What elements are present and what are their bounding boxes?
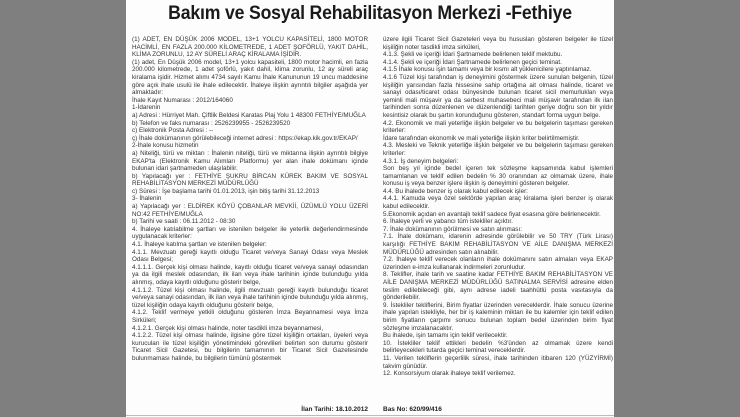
paragraph: İhale Kayıt Numarası : 2012/164060 — [132, 96, 233, 104]
paragraph: 7.2. İhaleye teklif verecek olanların ihale dokümanını satın almaları veya EKAP üzerinden e-imza kullanarak indirmeleri zorunludur. — [383, 256, 613, 271]
paragraph: 4.1.2.1. Gerçek kişi olması halinde, noter tasdikli imza beyannamesi, — [132, 324, 324, 332]
left-column — [132, 36, 368, 363]
paragraph: 4.1.1.1. Gerçek kişi olması halinde, kayıtlı olduğu ticaret ve/veya sanayi odasından ya da ilgili meslek odasından, ilk ilan veya ihale tarihinin içinde bulunduğu yılda alınmış, odaya kayıtlı olduğunu gösterir belge, — [132, 263, 368, 286]
paragraph: 4.1.2. Teklif vermeye yetkili olduğunu gösteren İmza Beyannamesi veya İmza Sirküleri; — [132, 309, 368, 324]
paragraph: 9. İstekliler tekliflerini, Birim fiyatlar üzerinden vereceklerdir. İhale sonucu üzerine ihale yapılan istekliyle, her bir iş kaleminin miktarı ile bu kalemler için teklif edilen birim fiyatların çarpımı sonucu bulunan toplam bedel üzerinden birim fiyat sözleşme imzalanacaktır. — [383, 301, 613, 332]
paragraph: a) Yapılacağı yer : ELDİREK KÖYÜ ÇOBANLAR MEVKİİ, ÜZÜMLÜ YOLU ÜZERİ NO:42 FETHİYE/MUĞLA — [132, 203, 368, 218]
paragraph: (1) ADET, EN DÜŞÜK 2006 MODEL, 13+1 YOLCU KAPASİTELİ, 1800 MOTOR HACİMLİ, EN FAZLA 200.000 KİLOMETREDE, 1 ADET ŞOFÖRLÜ, YAKIT DAHİL, KLİMA ZORUNLU, 12 AY SÜRELİ ARAÇ KİRALAMA İŞİDİR. — [132, 36, 368, 59]
paragraph: 3- İhalenin — [132, 195, 162, 203]
paragraph: 12. Konsorsiyum olarak ihaleye teklif verilemez. — [383, 370, 516, 378]
paragraph: 7.1. İhale dokümanı, idarenin adresinde görülebilir ve 50 TRY (Türk Lirası) karşılığı FETHİYE BAKIM REHABİLİTASYON VE AİLE DANIŞMA MERKEZİ MÜDÜRLÜĞÜ adresinden satın alınabilir. — [383, 233, 613, 256]
bottom-rule — [126, 415, 614, 416]
paragraph: a) Adresi : Hürriyet Mah. Çiftlik Beldesi Karatas Plaj Yolu 1 48300 FETHİYE/MUĞLA — [132, 111, 366, 119]
paragraph: 4.4.1. Kamuda veya özel sektörde yapılan araç kiralama işleri benzer iş olarak kabul edilecektir. — [383, 195, 613, 211]
paragraph: 4.3. Mesleki ve Teknik yeterliğe ilişkin belgeler ve bu belgelerin taşıması gereken kriterler: — [383, 142, 613, 157]
paragraph: 11. Verilen tekliflerin geçerlilik süresi, ihale tarihinden itibaren 120 (YÜZYİRMİ) takvim günüdür. — [383, 354, 613, 370]
paragraph: 2-İhale konusu hizmetin — [132, 142, 199, 150]
paragraph: İdare tarafından ekonomik ve mali yeterliğe ilişkin kriter belirtilmemiştir. — [383, 134, 580, 142]
paragraph: b) Tarihi ve saati : 06.11.2012 - 08:30 — [132, 218, 236, 226]
paragraph: üzere ilgili Ticaret Sicil Gazeteleri veya bu hususları gösteren belgeler ile tüzel kişiliğin noter tasdikli imza sirküleri, — [383, 36, 613, 51]
paragraph: Bu ihalede, işin tamamı için teklif verilecektir. — [383, 332, 508, 340]
ilan-tarihi: İlan Tarihi: 18.10.2012 — [301, 406, 368, 413]
paragraph: 5.Ekonomik açıdan en avantajlı teklif sadece fiyat esasına göre belirlenecektir. — [383, 210, 601, 218]
paragraph: 4.1.4. Şekli ve içeriği İdari Şartnamede belirlenen geçici teminat. — [383, 58, 562, 66]
paragraph: 4.2. Ekonomik ve mali yeterliğe ilişkin belgeler ve bu belgelerin taşıması gereken kriterler: — [383, 119, 613, 135]
paragraph: 4.1.2.2. Tüzel kişi olması halinde, ilgisine göre tüzel kişiliğin ortakları, üyeleri veya kurucuları ile tüzel kişiliğin yönetimindeki görevlileri belirten son durumu gösterir Ticaret Sicil Gazetesi, bu bilgilerin tamamının bir Ticaret Sicil Gazetesinde bulunmaması halinde, bu bilgilerin tümünü göstermek — [132, 332, 368, 362]
paragraph: 4.1.6 Tüzel kişi tarafından iş deneyimini göstermek üzere sunulan belgenin, tüzel kişiliğin yarısından fazla hissesine sahip ortağına ait olması halinde, ticaret ve sanayi odası/ticaret odası bünyesinde bulunan ticaret sicil memurluklan veya yeminli mali müşavir ya da serbest muhasebeci mali müşavir tarafından ilk ilan tarihinden sonra düzenlenen ve düzenlendiği tarihten geriye doğru son bir yıldır kesintisiz olarak bu şartın korunduğunu gösteren, standart forma uygun belge. — [383, 73, 613, 119]
paragraph: 4.4. Bu ihalede benzer iş olarak kabul edilecek işler: — [383, 187, 528, 195]
paragraph: (1) adet, En Düşük 2006 model, 13+1 yolcu kapasiteli, 1800 motor hacimli, en fazla 200.000 kilometrede, 1 adet şoförlü, yakıt dahil, klima zorunlu, 12 ay süreli araç kiralama işidir. Hizmet alımı 4734 sayılı Kamu İhale Kanununun 19 uncu maddesine göre açık ihale usulü ile ihale edilecektir. İhaleye ilişkin ayrıntılı bilgiler aşağıda yer almaktadır: — [132, 58, 368, 97]
paragraph: 4.1. İhaleye katılma şartları ve istenilen belgeler: — [132, 241, 267, 249]
paragraph: ç) İhale dokümanının görülebileceği internet adresi : https://ekap.kik.gov.tr/EKAP/ — [132, 134, 358, 142]
paragraph: 4. İhaleye katılabilme şartları ve istenilen belgeler ile yeterlik değerlendirmesinde uygulanacak kriterler: — [132, 225, 368, 241]
paragraph: 6. İhaleye yerli ve yabancı tüm istekliler açıktır. — [383, 218, 513, 226]
paragraph: b) Telefon ve faks numarası : 2526239955 - 2526239520 — [132, 119, 291, 127]
paragraph: c) Elektronik Posta Adresi : -- — [132, 127, 214, 135]
paragraph: 10. İstekliler teklif ettikleri bedelin %3'ünden az olmamak üzere kendi belirleyecekleri tutarda geçici teminat vereceklerdir. — [383, 339, 613, 355]
paragraph: 4.1.5 İhale konusu işin tamamı veya bir kısmı alt yüklenicilere yaptırılamaz. — [383, 66, 592, 74]
paragraph: 4.1.3. Şekli ve içeriği İdari Şartnamede belirlenen teklif mektubu. — [383, 51, 563, 59]
newspaper-notice — [126, 0, 614, 417]
basin-no: Bas No: 620/99/416 — [383, 406, 442, 413]
paragraph: b) Yapılacağı yer : FETHİYE ŞUKRU BİRCAN KÜREK BAKIM VE SOSYAL REHABİLİTASYON MERKEZİ MÜDÜRLÜĞÜ — [132, 172, 368, 188]
paragraph: c) Süresi : İşe başlama tarihi 01.01.2013, işin bitiş tarihi 31.12.2013 — [132, 187, 320, 195]
notice-title: Bakım ve Sosyal Rehabilitasyon Merkezi -Fethiye — [168, 3, 572, 24]
right-column — [383, 36, 613, 378]
paragraph: a) Niteliği, türü ve miktarı : İhalenin niteliği, türü ve miktarına ilişkin ayrıntılı bilgiye EKAP'ta (Elektronik Kamu Alımları Platformu) yer alan ihale dokümanı içinde bulunan idari şartnameden ulaşılabilir. — [132, 149, 368, 173]
paragraph: 8. Teklifler, ihale tarih ve saatine kadar FETHİYE BAKIM REHABİLİTASYON VE AİLE DANIŞMA MERKEZİ MÜDÜRLÜĞÜ SATINALMA SERVİSİ adresine elden teslim edilebileceği gibi, aynı adrese iadeli taahhütlü posta vasıtasıyla da gönderilebilir. — [383, 271, 613, 302]
paragraph: 4.1.1. Mevzuatı gereği kayıtlı olduğu Ticaret ve/veya Sanayi Odası veya Meslek Odası Belgesi; — [132, 248, 368, 264]
paragraph: Son beş yıl içinde bedel içeren tek sözleşme kapsamında kabul işlemleri tamamlanan ve teklif edilen bedelin % 30 oranından az olmamak üzere, ihale konusu iş veya benzer işlere ilişkin iş deneyimini gösteren belgeler. — [383, 165, 613, 188]
paragraph: 4.1.1.2. Tüzel kişi olması halinde, ilgili mevzuatı gereği kayıtlı bulunduğu ticaret ve/veya sanayi odasından, ilk ilan veya ihale tarihinin içinde bulunduğu yılda alınmış, tüzel kişiliğin odaya kayıtlı olduğunu gösterir belge, — [132, 286, 368, 309]
paragraph: 4.3.1. İş deneyim belgeleri: — [383, 157, 459, 165]
paragraph: 7. İhale dokümanının görülmesi ve satın alınması: — [383, 225, 522, 233]
paragraph: 1-İdarenin — [132, 104, 161, 112]
